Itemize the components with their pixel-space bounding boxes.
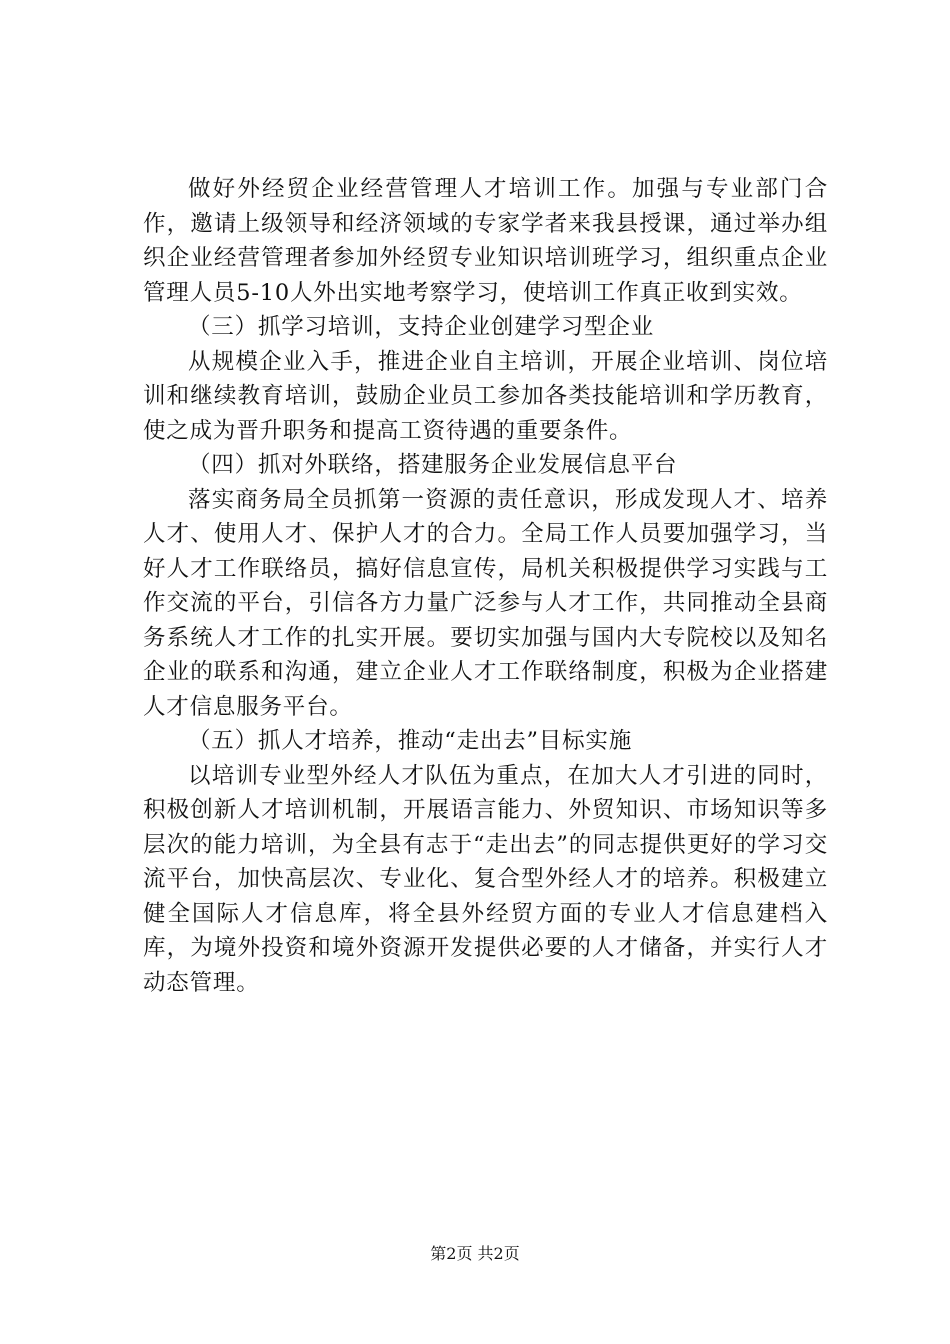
paragraph-external-liaison: 落实商务局全员抓第一资源的责任意识，形成发现人才、培养人才、使用人才、保护人才的合力。全局工作人员要加强学习，当好人才工作联络员，搞好信息宣传，局机关积极提供学习实践与工作交流的平台，引信各方力量广泛参与人才工作，共同推动全县商务系统人才工作的扎实开展。要切实加强与国内大专院校以及知名企业的联系和沟通，建立企业人才工作联络制度，积极为企业搭建人才信息服务平台。 bbox=[143, 486, 828, 720]
section-heading-3: （三）抓学习培训，支持企业创建学习型企业 bbox=[188, 314, 655, 340]
page-number-footer: 第2页 共2页 bbox=[430, 1244, 520, 1263]
paragraph-talent-cultivation: 以培训专业型外经人才队伍为重点，在加大人才引进的同时，积极创新人才培训机制，开展语言能力、外贸知识、市场知识等多层次的能力培训，为全县有志于“走出去”的同志提供更好的学习交流平台，加快高层次、专业化、复合型外经人才的培养。积极建立健全国际人才信息库，将全县外经贸方面的专业人才信息建档入库，为境外投资和境外资源开发提供必要的人才储备，并实行人才动态管理。 bbox=[143, 762, 828, 996]
section-heading-4: （四）抓对外联络，搭建服务企业发展信息平台 bbox=[188, 452, 678, 478]
paragraph-management-training: 做好外经贸企业经营管理人才培训工作。加强与专业部门合作，邀请上级领导和经济领域的专家学者来我县授课，通过举办组织企业经营管理者参加外经贸专业知识培训班学习，组织重点企业管理人员5-10人外出实地考察学习，使培训工作真正收到实效。 bbox=[143, 176, 828, 306]
document-body bbox=[143, 172, 828, 1000]
paragraph-learning-training: 从规模企业入手，推进企业自主培训，开展企业培训、岗位培训和继续教育培训，鼓励企业员工参加各类技能培训和学历教育，使之成为晋升职务和提高工资待遇的重要条件。 bbox=[143, 348, 828, 444]
section-heading-5: （五）抓人才培养，推动“走出去”目标实施 bbox=[188, 728, 633, 754]
